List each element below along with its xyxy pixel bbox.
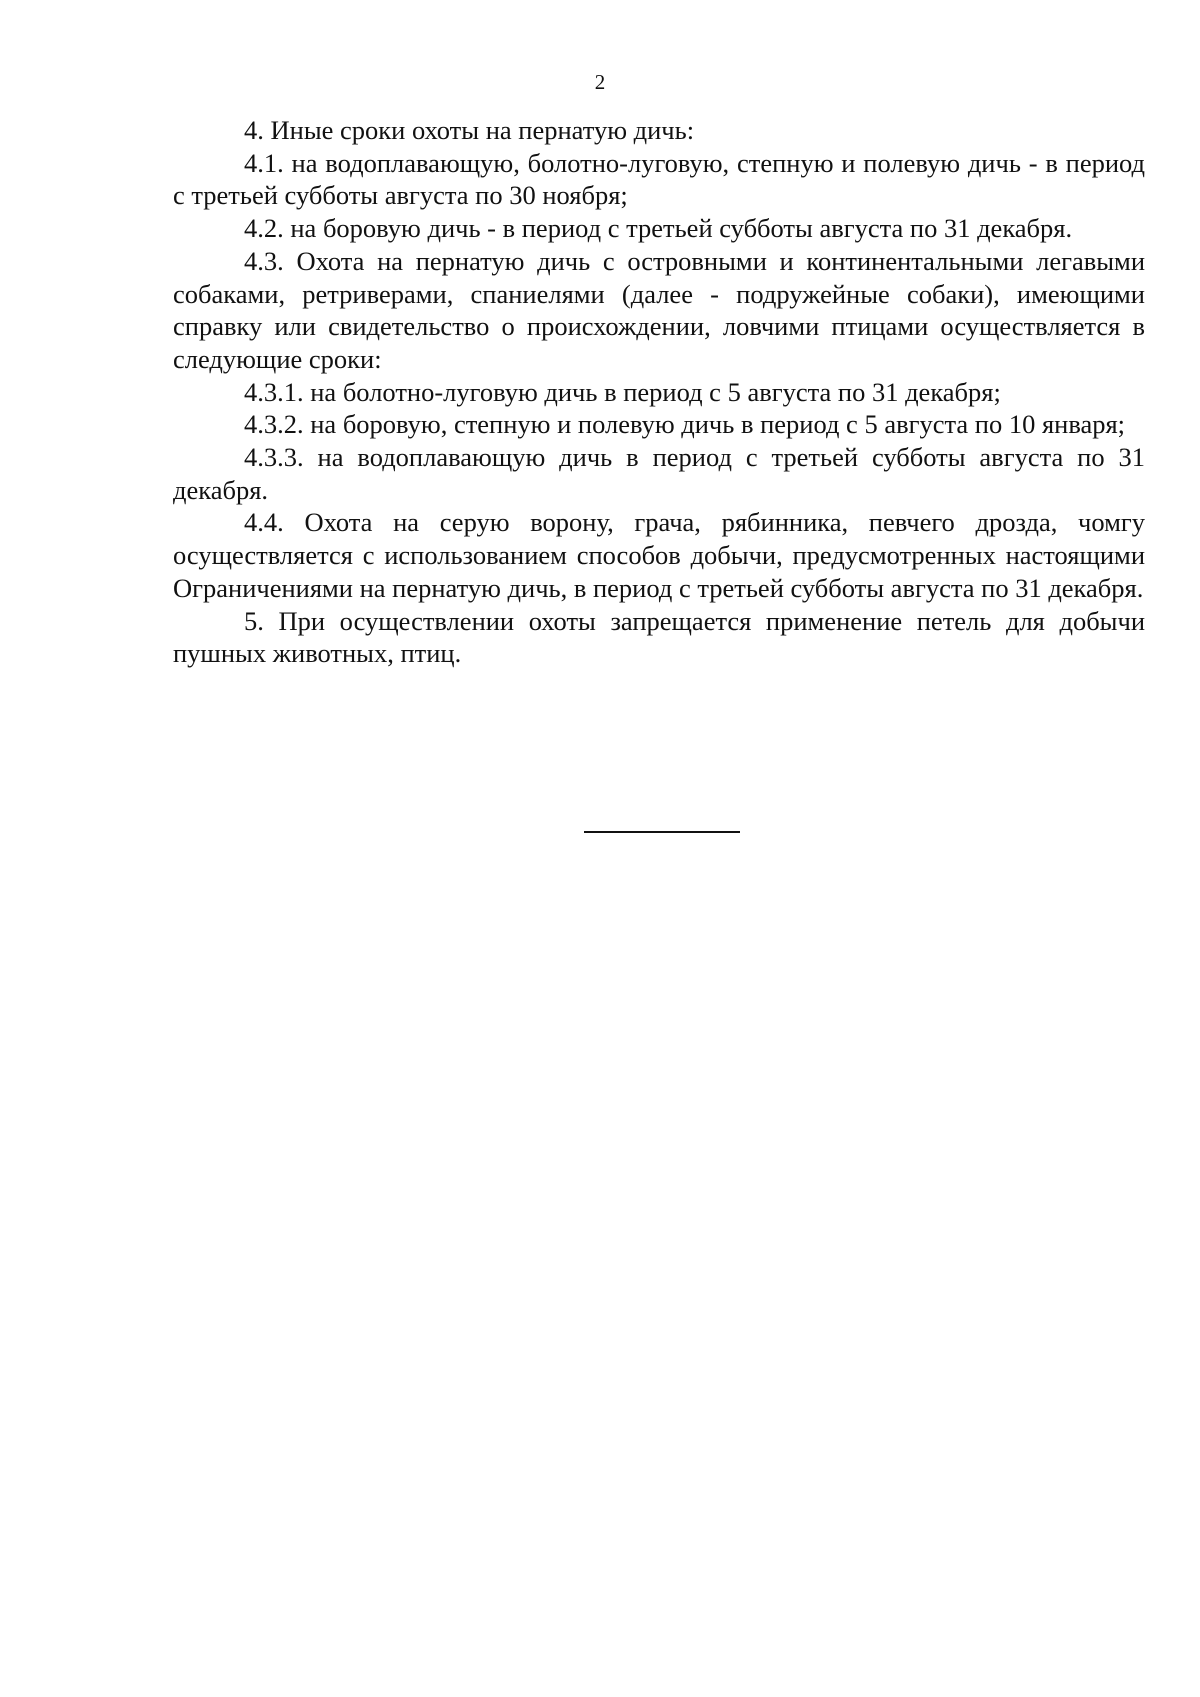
paragraph-4-2: 4.2. на боровую дичь - в период с третьей субботы августа по 31 декабря. <box>244 213 1073 244</box>
paragraph-5: 5. При осуществлении охоты запрещается применение петель для добычи пушных животных, птиц. <box>173 605 1145 669</box>
page-number: 2 <box>594 70 606 94</box>
paragraph-4: 4. Иные сроки охоты на пернатую дичь: <box>244 115 695 145</box>
paragraph-4-3-1: 4.3.1. на болотно-луговую дичь в период с 5 августа по 31 декабря; <box>244 376 1001 407</box>
paragraph-4-4: 4.4. Охота на серую ворону, грача, рябинника, певчего дрозда, чомгу осуществляется с использованием способов добычи, предусмотренных настоящими Ограничениями на пернатую дичь, в период с третьей субботы августа по 31 декабря. <box>173 507 1145 603</box>
paragraph-4-3: 4.3. Охота на пернатую дичь с островными и континентальными легавыми собаками, ретриверами, спаниелями (далее - подружейные собаки), имеющими справку или свидетельство о происхождении, ловчими птицами осуществляется в следующие сроки: <box>173 245 1145 374</box>
paragraph-4-3-2: 4.3.2. на боровую, степную и полевую дичь в период с 5 августа по 10 января; <box>244 409 1126 440</box>
end-of-document-rule <box>584 831 740 833</box>
paragraph-4-1: 4.1. на водоплавающую, болотно-луговую, степную и полевую дичь - в период с третьей субботы августа по 30 ноября; <box>173 147 1145 211</box>
paragraph-4-3-3: 4.3.3. на водоплавающую дичь в период с третьей субботы августа по 31 декабря. <box>173 442 1145 505</box>
document-body <box>173 114 1145 670</box>
